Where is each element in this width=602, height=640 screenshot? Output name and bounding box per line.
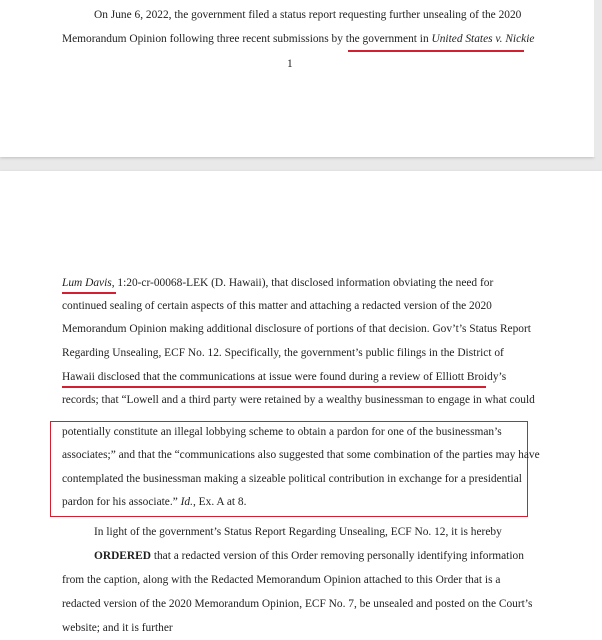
document-page-2 [0, 171, 602, 640]
paragraph-line: website; and it is further [62, 622, 173, 634]
paragraph-line: contemplated the businessman making a sizeable political contribution in exchange for a presidential [62, 473, 522, 485]
paragraph-line: potentially constitute an illegal lobbying scheme to obtain a pardon for one of the businessman’s [62, 426, 502, 438]
paragraph-line: records; that “Lowell and a third party were retained by a wealthy businessman to engage in what could [62, 394, 535, 406]
text-span: On June 6, 2022, the government filed a status report requesting further unsealing of the 2020 [94, 9, 522, 21]
paragraph-line [62, 495, 246, 509]
case-name-text: United States v. Nickie [431, 33, 535, 45]
paragraph-line: In light of the government’s Status Report Regarding Unsealing, ECF No. 12, it is hereby [94, 526, 502, 538]
text-span: pardon for his associate.” [62, 496, 181, 508]
paragraph-line [62, 32, 534, 46]
citation-text: Id. [180, 496, 193, 508]
text-span: Memorandum Opinion following three recent submissions by the [62, 33, 363, 45]
paragraph-line: Regarding Unsealing, ECF No. 12. Specifically, the government’s public filings in the District of [62, 347, 504, 359]
paragraph-line: from the caption, along with the Redacted Memorandum Opinion attached to this Order that is a [62, 574, 501, 586]
text-span: that a redacted version of this Order removing personally identifying information [150, 550, 524, 562]
paragraph-line: continued sealing of certain aspects of this matter and attaching a redacted version of the 2020 [62, 300, 492, 312]
paragraph-line: redacted version of the 2020 Memorandum Opinion, ECF No. 7, be unsealed and posted on the Court’s [62, 598, 533, 610]
ordered-keyword: ORDERED [94, 550, 151, 562]
text-span: , Ex. A at 8. [192, 496, 247, 508]
red-underline-annotation [348, 50, 524, 52]
case-name-text: Lum Davis [62, 277, 112, 289]
paragraph-line: Hawaii disclosed that the communications at issue were found during a review of Elliott Broidy’s [62, 371, 507, 383]
red-underline-annotation [62, 386, 486, 388]
document-page-1 [0, 0, 594, 157]
page-number: 1 [287, 58, 293, 70]
paragraph-line: Memorandum Opinion making additional disclosure of portions of that decision. Gov’t’s Status Report [62, 323, 531, 335]
paragraph-line [62, 276, 493, 290]
highlighted-text: government in [362, 33, 432, 45]
paragraph-line: associates;” and that the “communications also suggested that some combination of the parties may have [62, 449, 540, 461]
red-underline-annotation [62, 292, 116, 294]
text-span: , 1:20-cr-00068-LEK (D. Hawaii), that disclosed information obviating the need for [111, 277, 494, 289]
paragraph-line [94, 549, 524, 563]
paragraph-line [94, 8, 521, 22]
